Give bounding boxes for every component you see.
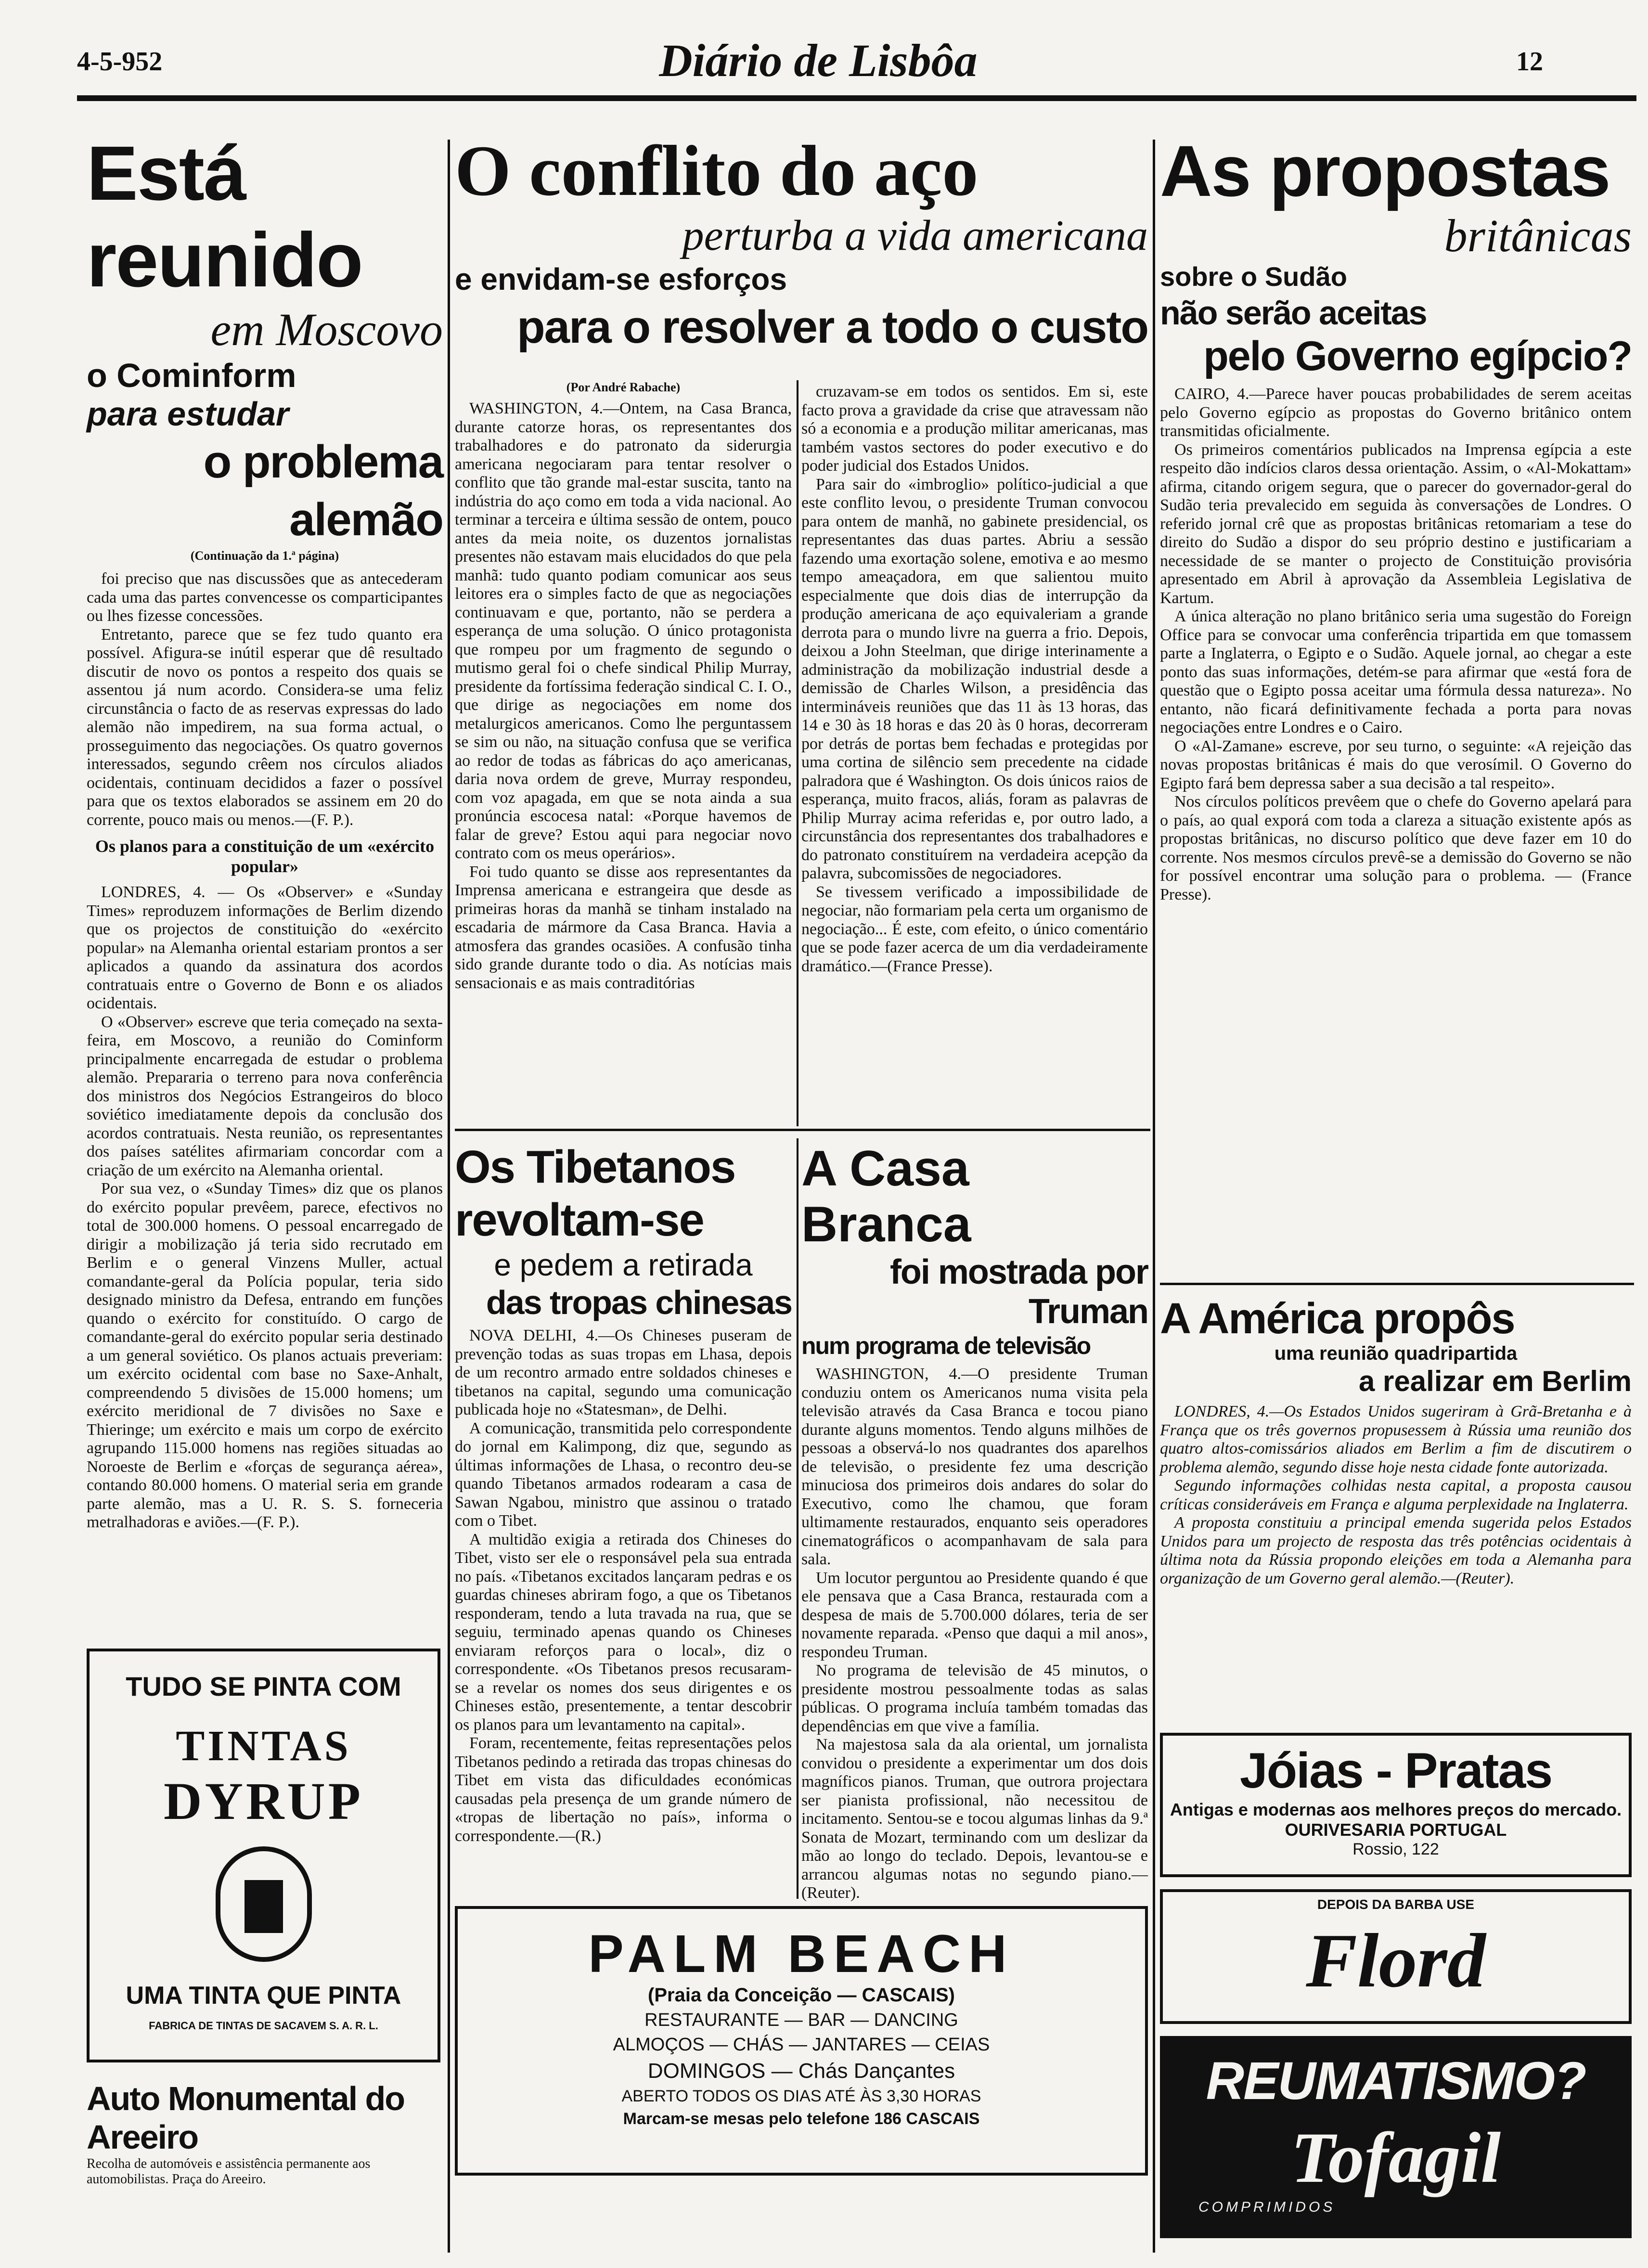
ad-line: ALMOÇOS — CHÁS — JANTARES — CEIAS — [613, 2035, 990, 2055]
paragraph: No programa de televisão de 45 minutos, o presidente mostrou pessoalmente todas as salas públicas. O programa incluía também tomadas das dependências em que vive a família. — [801, 1662, 1152, 1735]
headline-4: não serão aceitas — [1160, 294, 1427, 332]
ad-palm-beach — [455, 1906, 1148, 2176]
paragraph: foi preciso que nas discussões que as antecederam cada uma das partes convencesse os comparticipantes ou lhes fizesse concessões. — [87, 570, 447, 625]
paragraph: O «Al-Zamane» escreve, por seu turno, o seguinte: «A rejeição das novas propostas britânicas é mais do que verosímil. O Governo do Egipto fará bem depressa saber a sua decisão a tal respeito». — [1160, 737, 1636, 792]
article-body — [455, 1327, 796, 1952]
header-rule — [77, 95, 1636, 101]
column-rule — [1153, 140, 1155, 2253]
ad-brand: DYRUP — [164, 1772, 363, 1830]
article-body — [1160, 1403, 1636, 1749]
headline: Está reunido — [87, 130, 362, 303]
article-body-2 — [87, 883, 447, 1532]
headline: A América propôs — [1160, 1295, 1515, 1343]
paragraph: Foi tudo quanto se disse aos representantes da Imprensa americana e estrangeira que desde as primeiras horas da manhã se tinham instalado na escadaria de mármore da Casa Branca. Havia a atmosfera das grandes ocasiões. A confusão tinha sido grande durante todo o dia. As notícias mais sensacionais e as mais contraditórias — [455, 863, 796, 992]
continuation-note: (Continuação da 1.ª página) — [190, 549, 339, 563]
headline-3: sobre o Sudão — [1160, 261, 1347, 292]
ad-title: Auto Monumental do Areeiro — [87, 2080, 405, 2156]
paragraph: Foram, recentemente, feitas representações pelos Tibetanos pedindo a retirada das tropas chinesas do Tibet em vista das dificuldades económicas causadas pela presença de um grande número de «tropas de libertação no país», informa o correspondente.—(R.) — [455, 1734, 796, 1845]
page-number: 12 — [1516, 47, 1543, 77]
paragraph: O «Observer» escreve que teria começado na sexta-feira, em Moscovo, a reunião do Cominform principalmente encarregada de estudar o problema alemão. Prepararia o terreno para nova conferência dos ministros dos Negócios Estrangeiros do bloco soviético imediatamente depois da conclusão dos acordos contratuais. Nesta reunião, os representantes dos países satélites afirmariam concordar com a criação de um exército na Alemanha oriental. — [87, 1013, 447, 1179]
paragraph: NOVA DELHI, 4.—Os Chineses puseram de prevenção todas as suas tropas em Lhasa, depois de um recontro armado entre soldados chineses e tibetanos na capital, segundo uma comunicação publicada hoje no «Statesman», de Delhi. — [455, 1327, 796, 1418]
paragraph: A única alteração no plano britânico seria uma sugestão do Foreign Office para se convocar uma conferência tripartida em que tomassem parte a Inglaterra, o Egipto e o Sudão. Aquele jornal, ao chegar a este ponto das suas informações, detém-se para afirmar que «está fora de questão que o Egipto possa aceitar uma fórmula dessa natureza». No entanto, não ficará definitivamente fechada a porta para novas negociações entre Londres e o Cairo. — [1160, 607, 1636, 736]
ad-tintas-dyrup — [87, 1649, 440, 2062]
article-body — [1160, 385, 1636, 1251]
headline-3: das tropas chinesas — [486, 1284, 792, 1321]
section-rule — [1160, 1283, 1634, 1285]
paint-can-logo-icon — [216, 1846, 312, 1962]
ad-auto-monumental — [87, 2079, 440, 2187]
issue-date: 4-5-952 — [77, 47, 163, 77]
article-body — [87, 570, 447, 829]
paragraph: Nos círculos políticos prevêem que o chefe do Governo apelará para o país, ao qual exporá com toda a clareza a situação existente após as propostas britânicas, no discurso político que deve fazer em 10 do corrente. Nos mesmos círculos prevê-se a demissão do Governo se não for possível encontrar uma solução para o problema. — (France Presse). — [1160, 793, 1636, 903]
headline-3: a realizar em Berlim — [1359, 1365, 1632, 1397]
paragraph: Se tivessem verificado a impossibilidade de negociar, não formariam pela certa um organismo de negociação... É este, com efeito, o único comentário que se pode fazer acerca de um dia verdadeiramente dramático.—(France Presse). — [801, 883, 1152, 975]
headline: O conflito do aço — [455, 131, 978, 211]
headline: As propostas — [1160, 130, 1610, 211]
paragraph: LONDRES, 4.—Os Estados Unidos sugeriram à Grã-Bretanha e à França que os três governos propusessem à Rússia uma reunião dos quatro altos-comissários aliados em Berlim a fim de discutirem o problema alemão, segundo disse hoje nesta cidade fonte autorizada. — [1160, 1403, 1636, 1476]
masthead: Diário de Lisbôa — [659, 35, 978, 86]
article-cominform — [87, 130, 447, 1532]
paragraph: LONDRES, 4. — Os «Observer» e «Sunday Times» reproduzem informações de Berlim dizendo que os projectos de constituição do «exército popular» na Alemanha oriental estariam prontos a ser aplicados a quando da assinatura dos acordos contratuais entre o Governo de Bonn e os aliados ocidentais. — [87, 883, 447, 1012]
ad-line: COMPRIMIDOS — [1198, 2199, 1336, 2215]
paragraph: Um locutor perguntou ao Presidente quando é que ele pensava que a Casa Branca, restaurada com a despesa de mais de 5.700.000 dólares, teria de ser novamente reparada. «Penso que daqui a mil anos», respondeu Truman. — [801, 1569, 1152, 1661]
paragraph: A multidão exigia a retirada dos Chineses do Tibet, visto ser ele o responsável pela sua entrada no país. «Tibetanos excitados lançaram pedras e os guardas chineses abriram fogo, a que os Tibetanos responderam, tendo a luta travada na rua, que se seguiu, terminado apenas quando os Chineses enviaram reforços para o local», diz o correspondente. «Os Tibetanos presos recusaram-se a revelar os nomes dos seus dirigentes e os Chineses estão, presentemente, a tentar descobrir os planos para um levantamento na capital». — [455, 1530, 796, 1734]
paragraph: Os primeiros comentários publicados na Imprensa egípcia a este respeito dão indícios claros dessa orientação. Assim, o «Al-Mokattam» afirma, citando origem segura, que o parecer do governador-geral do Sudão teria prevalecido em seguida às conversações de Londres. O referido jornal crê que as propostas britânicas retomariam a tese do direito do Sudão a dispor do seu próprio destino e justificariam a necessidade de se manter o projecto de Constituição provisória apresentado em Abril à aprovação da Assembleia Legislativa de Kartum. — [1160, 440, 1636, 607]
paragraph: Para sair do «imbroglio» político-judicial a que este conflito levou, o presidente Truman convocou para ontem de manhã, no gabinete presidencial, os representantes das duas partes. Abriu a sessão fazendo uma exortação solene, emotiva e ao mesmo tempo ameaçadora, em que salientou muito especialmente que dois dias de interrupção da produção americana de aço equivaleriam a grande derrota para o mundo livre na guerra a frio. Depois, deixou a John Steelman, que dirige interinamente a administração da mobilização industrial desde a demissão de Charles Wilson, a presidência das intermináveis reuniões que das 11 às 13 horas, das 14 e 30 às 18 horas e das 20 às 0 horas, decorreram por detrás de portas bem fechadas e protegidas por uma cortina de silêncio sem precedente na cidade palradora que é Washington. Os dois únicos raios de esperança, muito fracos, aliás, foram as palavras de Philip Murray acima referidas e, por outro lado, a circunstância dos representantes dos trabalhadores e do patronato constituírem na verdadeira acepção da palavra, subcomissões de negociadores. — [801, 475, 1152, 882]
article-tibet — [455, 1141, 796, 1952]
headline: A Casa Branca — [801, 1141, 971, 1252]
ad-line: DOMINGOS — Chás Dançantes — [647, 2059, 955, 2083]
ad-line: OURIVESARIA PORTUGAL — [1285, 1820, 1507, 1840]
headline-2: perturba a vida americana — [682, 212, 1148, 259]
paragraph: A proposta constituiu a principal emenda sugerida pelos Estados Unidos para um projecto de resposta das três potências ocidentais à última nota da Rússia propondo eleições em toda a Alemanha para organização de um Governo geral alemão.—(Reuter). — [1160, 1514, 1636, 1587]
ad-line: TUDO SE PINTA COM — [126, 1671, 401, 1701]
paragraph: Entretanto, parece que se fez tudo quanto era possível. Afigura-se inútil esperar que dê resultado discutir de novo os pontos a respeito dos quais se assentou já num acordo. Considera-se uma feliz circunstância o facto de as reservas expressas do lado alemão não impedirem, na sua forma actual, o prosseguimento das negociações. Os quatro governos interessados, segundo crêem nos círculos aliados ocidentais, continuam decididos a fazer o possível para que os textos elaborados se assinem em 20 do corrente, pouco mais ou menos.—(F. P.). — [87, 625, 447, 829]
section-rule — [455, 1129, 1150, 1131]
article-sudan — [1160, 130, 1636, 1251]
ad-maker: FABRICA DE TINTAS DE SACAVEM S. A. R. L. — [149, 2020, 378, 2032]
article-casa-branca — [801, 1141, 1152, 2005]
ad-flord — [1160, 1889, 1632, 2024]
paragraph: A comunicação, transmitida pelo correspondente do jornal em Kalimpong, diz que, segundo as últimas informações de Lhasa, o recontro deu-se quando Tibetanos armados rodearam a casa de Sawan Ngabou, ministro que assinou o tratado com o Tibet. — [455, 1419, 796, 1530]
article-america — [1160, 1295, 1636, 1749]
headline-3: e envidam-se esforços — [455, 262, 787, 296]
subheading: Os planos para a constituição de um «exército popular» — [95, 837, 435, 876]
headline: Os Tibetanos revoltam-se — [455, 1141, 735, 1246]
ad-text: Recolha de automóveis e assistência permanente aos automobilistas. Praça do Areeiro. — [87, 2156, 371, 2187]
ad-line: Antigas e modernas aos melhores preços do mercado. — [1170, 1800, 1622, 1819]
article-body-left — [455, 399, 796, 1121]
headline-2: uma reunião quadripartida — [1274, 1343, 1518, 1364]
headline-4: para estudar — [87, 395, 289, 433]
ad-line: RESTAURANTE — BAR — DANCING — [644, 2010, 958, 2030]
column-rule — [797, 380, 798, 1126]
paragraph: Na majestosa sala da ala oriental, um jornalista convidou o presidente a experimentar um dos dois magníficos pianos. Truman, que outrora projectara ser pianista profissional, não necessitou de incitamento. Sentou-se e tocou algumas linhas da 9.ª Sonata de Mozart, terminando com um deslizar da mão ao longo do teclado. Depois, levantou-se e arrancou algumas notas no segundo piano.—(Reuter). — [801, 1736, 1152, 1902]
ad-title: PALM BEACH — [588, 1924, 1015, 1984]
column-rule — [448, 140, 450, 2253]
headline-2: foi mostrada por Truman — [889, 1253, 1148, 1331]
ad-tofagil — [1160, 2036, 1632, 2238]
ad-joias-pratas — [1160, 1733, 1632, 1877]
headline-5: o problema alemão — [203, 436, 443, 545]
ad-line: REUMATISMO? — [1206, 2051, 1586, 2111]
headline-4: para o resolver a todo o custo — [517, 301, 1148, 353]
paragraph: cruzavam-se em todos os sentidos. Em si, este facto prova a gravidade da crise que atravessam não só a economia e a produção militar americanas, mas também vastos sectores do poder executivo e do poder judicial dos Estados Unidos. — [801, 383, 1152, 475]
paragraph: Por sua vez, o «Sunday Times» diz que os planos do exército popular prevêem, parece, efectivos no total de 300.000 homens. O pessoal encarregado de dirigir a mobilização já teria sido recrutado em Berlim e o general Vinzens Muller, actual comandante-geral da Polícia popular, teria sido designado ministro da Defesa, entrando em funções quando o exército for constituído. O cargo de comandante-geral do exército popular seria destinado a um general soviético. Os planos actuais preveriam: um exército ocidental com base no Saxe-Anhalt, compreendendo 5 divisões de 15.000 homens; um exército meridional de 7 divisões no Saxe e Thieringe; um exército e mais um corpo de exército agrupando 115.000 homens nas regiões situadas ao Noroeste de Berlim e «forças de segurança aérea», contando 80.000 homens. O material seria em grande parte alemão, mas a U. R. S. S. forneceria metralhadoras e aviões.—(F. P.). — [87, 1180, 447, 1531]
ad-brand: Tofagil — [1290, 2118, 1501, 2198]
article-body-right — [801, 383, 1152, 1121]
ad-tagline: DEPOIS DA BARBA USE — [1317, 1897, 1475, 1912]
headline-2: em Moscovo — [210, 304, 443, 355]
ad-brand: TINTAS — [176, 1722, 351, 1770]
paragraph: WASHINGTON, 4.—O presidente Truman conduziu ontem os Americanos numa visita pela televisão através da Casa Branca e tocou piano durante alguns momentos. Tendo alguns milhões de pessoas a observá-lo nos quadrantes dos aparelhos de televisão, o presidente fez uma descrição minuciosa dos primeiros dois andares do solar do Executivo, como lhe chamou, que foram ultimamente restaurados, enquanto seis operadores cinematográficos o acompanhavam de sala para sala. — [801, 1365, 1152, 1568]
article-steel — [455, 130, 1148, 356]
ad-location: (Praia da Conceição — CASCAIS) — [648, 1984, 955, 2006]
ad-line: ABERTO TODOS OS DIAS ATÉ ÀS 3,30 HORAS — [621, 2087, 981, 2105]
byline: (Por André Rabache) — [566, 380, 681, 394]
paragraph: Segundo informações colhidas nesta capital, a proposta causou críticas consideráveis em França e alguma perplexidade na Inglaterra. — [1160, 1477, 1636, 1513]
headline-5: pelo Governo egípcio? — [1203, 333, 1632, 379]
ad-slogan: UMA TINTA QUE PINTA — [126, 1982, 401, 2010]
ad-brand: Flord — [1306, 1918, 1486, 2003]
column-rule — [797, 1138, 798, 1899]
headline-2: e pedem a retirada — [494, 1248, 753, 1282]
paragraph: CAIRO, 4.—Parece haver poucas probabilidades de serem aceitas pelo Governo egípcio as propostas do Governo britânico ontem transmitidas oficialmente. — [1160, 385, 1636, 440]
ad-phone: Marcam-se mesas pelo telefone 186 CASCAIS — [623, 2110, 980, 2128]
ad-line: Rossio, 122 — [1352, 1840, 1439, 1858]
headline-3: num programa de televisão — [801, 1332, 1091, 1359]
paragraph: WASHINGTON, 4.—Ontem, na Casa Branca, durante catorze horas, os representantes dos trabalhadores e do patronato da siderurgia americana negociaram para tentar resolver o conflito que tão grande mal-estar suscita, tanto na indústria do aço como em toda a vida nacional. Ao terminar a terceira e última sessão de ontem, pouco antes da meia noite, os duzentos jornalistas presentes não estavam mais elucidados do que pela manhã: tudo quanto podiam comunicar aos seus leitores era o simples facto de que as negociações continuavam e que, portanto, não se perdera a esperança de uma solução. O único protagonista que rompeu por um fragmento de segundo o mutismo geral foi o chefe sindical Philip Murray, presidente da fortíssima federação sindical C. I. O., que dirige as negociações em nome dos metalurgicos americanos. Como lhe perguntassem se sim ou não, na situação confusa que se verifica ao redor de todas as fábricas do aço americanas, daria nova ordem de greve, Murray respondeu, com voz apagada, em que se nota ainda a sua pronúncia escocesa natal: «Porque havemos de falar de greve? Estou aqui para negociar novo contrato com os meus operários». — [455, 399, 796, 862]
ad-title: Jóias - Pratas — [1239, 1743, 1552, 1799]
headline-2: britânicas — [1444, 210, 1632, 261]
headline-3: o Cominform — [87, 357, 296, 394]
